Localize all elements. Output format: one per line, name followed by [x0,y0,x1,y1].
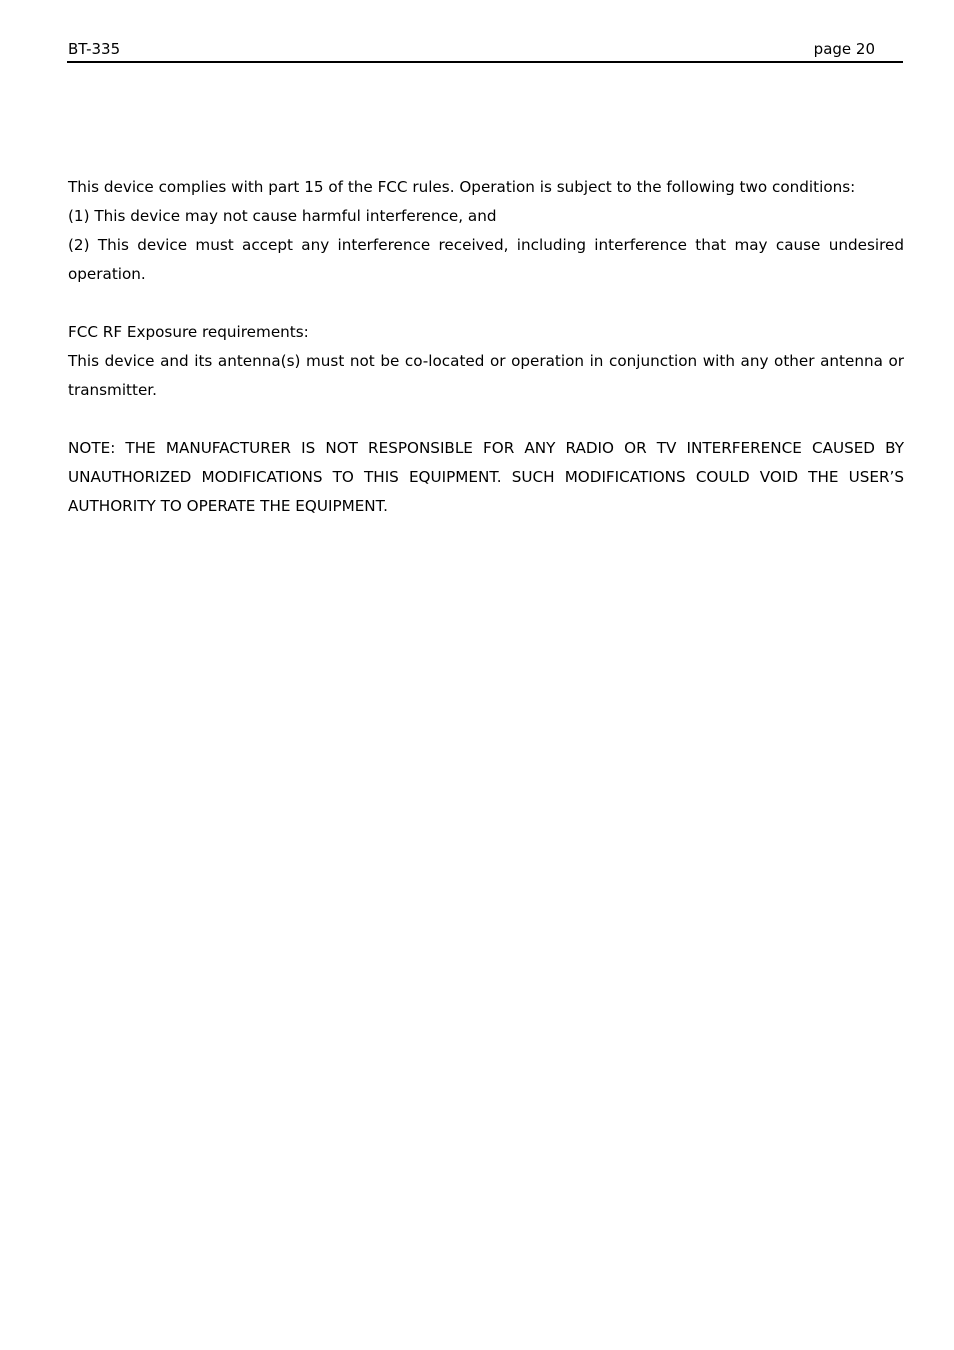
page-content [68,173,904,521]
header-page-number: page 20 [813,40,875,58]
rf-exposure-body: This device and its antenna(s) must not be co-located or operation in conjunction with any other antenna or transmitter. [68,352,904,399]
fcc-compliance-section [68,173,904,289]
paragraph-spacer [68,405,904,434]
fcc-condition-2: (2) This device must accept any interference received, including interference that may cause undesired operation. [68,236,904,283]
paragraph-spacer [68,289,904,318]
fcc-condition-1: (1) This device may not cause harmful interference, and [68,207,497,225]
rf-exposure-section [68,318,904,405]
rf-exposure-heading: FCC RF Exposure requirements: [68,323,309,341]
note-section [68,434,904,521]
note-text: NOTE: THE MANUFACTURER IS NOT RESPONSIBLE FOR ANY RADIO OR TV INTERFERENCE CAUSED BY UNAUTHORIZED MODIFICATIONS TO THIS EQUIPMENT. SUCH MODIFICATIONS COULD VOID THE USER’S AUTHORITY TO OPERATE THE EQUIPMENT. [68,439,904,515]
header-model-name: BT-335 [68,40,121,58]
fcc-intro-text: This device complies with part 15 of the FCC rules. Operation is subject to the following two conditions: [68,178,856,196]
page-header [67,40,903,63]
